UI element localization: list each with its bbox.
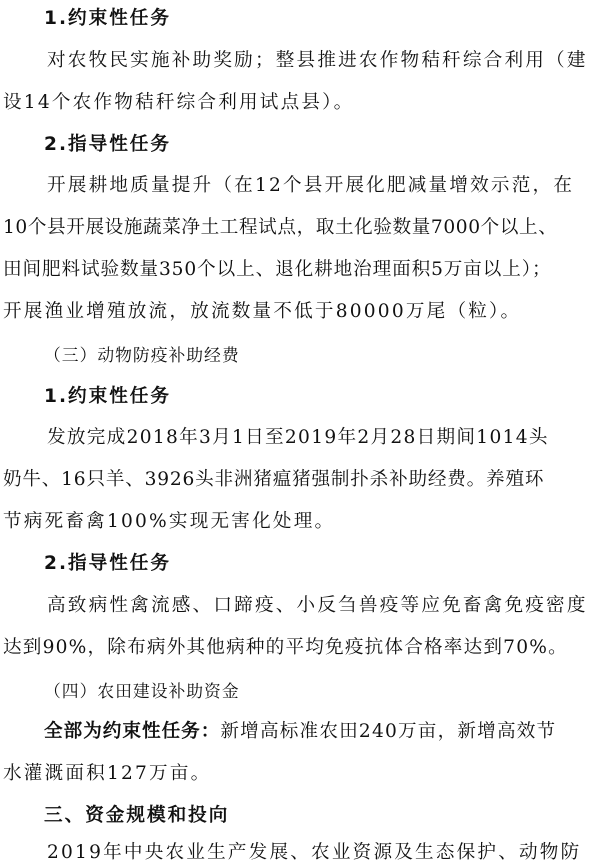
paragraph-line: 奶牛、16只羊、3926头非洲猪瘟猪强制扑杀补助经费。养殖环 [3,469,545,490]
section-heading-binding-tasks: 1.约束性任务 [44,8,171,29]
section-heading-binding-tasks: 1.约束性任务 [44,386,171,407]
paragraph-line: 节病死畜禽100%实现无害化处理。 [3,511,336,532]
paragraph-line: 10个县开展设施蔬菜净土工程试点，取土化验数量7000个以上、 [3,217,558,238]
paragraph-line: 2019年中央农业生产发展、农业资源及生态保护、动物防 [47,842,582,863]
section-heading-guiding-tasks: 2.指导性任务 [44,553,171,574]
paragraph-line: 高致病性禽流感、口蹄疫、小反刍兽疫等应免畜禽免疫密度 [47,595,588,616]
paragraph-line: 达到90%，除布病外其他病种的平均免疫抗体合格率达到70%。 [3,637,568,658]
paragraph-line: 发放完成2018年3月1日至2019年2月28日期间1014头 [47,427,549,448]
paragraph-line: 田间肥料试验数量350个以上、退化耕地治理面积5万亩以上）； [3,259,552,280]
section-heading-funding: 三、资金规模和投向 [44,805,230,826]
inline-text: 新增高标准农田240万亩，新增高效节 [220,721,557,742]
inline-bold-label: 全部为约束性任务： [44,721,221,742]
paragraph-line: 开展渔业增殖放流，放流数量不低于80000万尾（粒）。 [3,301,522,322]
paragraph-line: 设14个农作物秸秆综合利用试点县）。 [3,92,355,113]
paragraph-line: 开展耕地质量提升（在12个县开展化肥减量增效示范，在 [47,175,575,196]
section-heading-guiding-tasks: 2.指导性任务 [44,134,171,155]
paragraph-line: 水灌溉面积127万亩。 [3,763,212,784]
subsection-heading-animal-epidemic: （三）动物防疫补助经费 [44,345,240,365]
paragraph-line: 对农牧民实施补助奖励；整县推进农作物秸秆综合利用（建 [47,50,588,71]
subsection-heading-farmland: （四）农田建设补助资金 [44,681,240,701]
paragraph-line [44,717,603,747]
